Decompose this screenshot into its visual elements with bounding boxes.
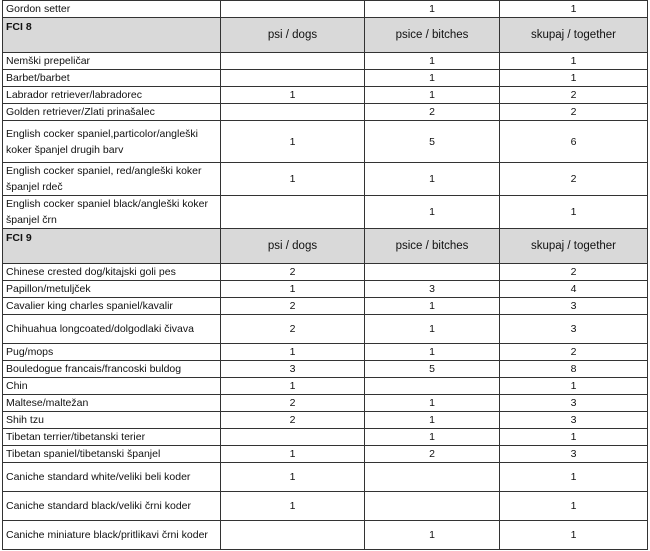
breed-name-cell: English cocker spaniel black/angleški koker španjel črn xyxy=(3,196,221,229)
bitches-count-cell: 2 xyxy=(365,104,500,121)
bitches-count-cell: 1 xyxy=(365,298,500,315)
breed-name-cell: English cocker spaniel, red/angleški koker španjel rdeč xyxy=(3,163,221,196)
column-header-together: skupaj / together xyxy=(500,229,648,264)
dogs-count-cell xyxy=(221,196,365,229)
bitches-count-cell: 1 xyxy=(365,163,500,196)
table-row xyxy=(3,412,648,429)
together-count-cell: 6 xyxy=(500,121,648,163)
section-group-label: FCI 9 xyxy=(3,229,221,264)
together-count-cell: 3 xyxy=(500,395,648,412)
together-count-cell: 1 xyxy=(500,521,648,550)
dogs-count-cell: 2 xyxy=(221,395,365,412)
dogs-count-cell xyxy=(221,429,365,446)
table-row xyxy=(3,281,648,298)
table-row xyxy=(3,1,648,18)
table-row xyxy=(3,463,648,492)
breed-name-cell: Nemški prepeličar xyxy=(3,53,221,70)
breed-name-cell: Caniche standard white/veliki beli koder xyxy=(3,463,221,492)
dogs-count-cell: 1 xyxy=(221,446,365,463)
breed-name-cell: Barbet/barbet xyxy=(3,70,221,87)
bitches-count-cell xyxy=(365,492,500,521)
table-row xyxy=(3,104,648,121)
bitches-count-cell: 1 xyxy=(365,315,500,344)
together-count-cell: 1 xyxy=(500,70,648,87)
table-row xyxy=(3,429,648,446)
table-row xyxy=(3,344,648,361)
together-count-cell: 2 xyxy=(500,264,648,281)
together-count-cell: 1 xyxy=(500,196,648,229)
bitches-count-cell: 1 xyxy=(365,87,500,104)
dogs-count-cell xyxy=(221,104,365,121)
dogs-count-cell: 2 xyxy=(221,412,365,429)
breed-name-cell: Golden retriever/Zlati prinašalec xyxy=(3,104,221,121)
bitches-count-cell: 2 xyxy=(365,446,500,463)
table-row xyxy=(3,378,648,395)
table-row xyxy=(3,298,648,315)
breed-name-cell: Chin xyxy=(3,378,221,395)
together-count-cell: 3 xyxy=(500,298,648,315)
bitches-count-cell: 1 xyxy=(365,70,500,87)
column-header-dogs: psi / dogs xyxy=(221,18,365,53)
column-header-bitches: psice / bitches xyxy=(365,18,500,53)
together-count-cell: 1 xyxy=(500,429,648,446)
section-header-row xyxy=(3,229,648,264)
bitches-count-cell: 5 xyxy=(365,121,500,163)
dogs-count-cell: 1 xyxy=(221,344,365,361)
dogs-count-cell xyxy=(221,70,365,87)
together-count-cell: 1 xyxy=(500,378,648,395)
breed-name-cell: Caniche miniature black/pritlikavi črni koder xyxy=(3,521,221,550)
bitches-count-cell: 1 xyxy=(365,53,500,70)
table-row xyxy=(3,70,648,87)
dogs-count-cell: 2 xyxy=(221,298,365,315)
breed-name-cell: Tibetan terrier/tibetanski terier xyxy=(3,429,221,446)
table-row xyxy=(3,395,648,412)
table-row xyxy=(3,196,648,229)
table-row xyxy=(3,361,648,378)
bitches-count-cell xyxy=(365,463,500,492)
table-row xyxy=(3,121,648,163)
bitches-count-cell: 5 xyxy=(365,361,500,378)
table-row xyxy=(3,87,648,104)
section-header-row xyxy=(3,18,648,53)
table-row xyxy=(3,492,648,521)
dogs-count-cell: 3 xyxy=(221,361,365,378)
together-count-cell: 2 xyxy=(500,87,648,104)
together-count-cell: 8 xyxy=(500,361,648,378)
bitches-count-cell: 1 xyxy=(365,1,500,18)
together-count-cell: 2 xyxy=(500,163,648,196)
together-count-cell: 2 xyxy=(500,344,648,361)
dogs-count-cell xyxy=(221,53,365,70)
bitches-count-cell xyxy=(365,378,500,395)
together-count-cell: 3 xyxy=(500,446,648,463)
breed-name-cell: Tibetan spaniel/tibetanski španjel xyxy=(3,446,221,463)
dogs-count-cell: 2 xyxy=(221,264,365,281)
together-count-cell: 4 xyxy=(500,281,648,298)
together-count-cell: 1 xyxy=(500,1,648,18)
dogs-count-cell xyxy=(221,521,365,550)
bitches-count-cell: 1 xyxy=(365,429,500,446)
breed-name-cell: Papillon/metuljček xyxy=(3,281,221,298)
together-count-cell: 1 xyxy=(500,53,648,70)
dogs-count-cell: 1 xyxy=(221,492,365,521)
breed-name-cell: English cocker spaniel,particolor/angleški koker španjel drugih barv xyxy=(3,121,221,163)
bitches-count-cell: 1 xyxy=(365,395,500,412)
breed-name-cell: Pug/mops xyxy=(3,344,221,361)
together-count-cell: 3 xyxy=(500,315,648,344)
bitches-count-cell: 1 xyxy=(365,412,500,429)
dogs-count-cell: 1 xyxy=(221,463,365,492)
together-count-cell: 1 xyxy=(500,463,648,492)
breed-name-cell: Gordon setter xyxy=(3,1,221,18)
table-row xyxy=(3,315,648,344)
table-row xyxy=(3,446,648,463)
breed-name-cell: Maltese/maltežan xyxy=(3,395,221,412)
breed-name-cell: Bouledogue francais/francoski buldog xyxy=(3,361,221,378)
bitches-count-cell: 1 xyxy=(365,344,500,361)
table-row xyxy=(3,521,648,550)
column-header-bitches: psice / bitches xyxy=(365,229,500,264)
breed-name-cell: Chinese crested dog/kitajski goli pes xyxy=(3,264,221,281)
bitches-count-cell: 3 xyxy=(365,281,500,298)
column-header-dogs: psi / dogs xyxy=(221,229,365,264)
dogs-count-cell: 1 xyxy=(221,121,365,163)
breed-name-cell: Cavalier king charles spaniel/kavalir xyxy=(3,298,221,315)
bitches-count-cell xyxy=(365,264,500,281)
breed-name-cell: Shih tzu xyxy=(3,412,221,429)
dogs-count-cell: 2 xyxy=(221,315,365,344)
together-count-cell: 1 xyxy=(500,492,648,521)
together-count-cell: 3 xyxy=(500,412,648,429)
together-count-cell: 2 xyxy=(500,104,648,121)
dogs-count-cell: 1 xyxy=(221,378,365,395)
dogs-count-cell: 1 xyxy=(221,281,365,298)
dogs-count-cell: 1 xyxy=(221,163,365,196)
breed-name-cell: Chihuahua longcoated/dolgodlaki čivava xyxy=(3,315,221,344)
dogs-count-cell xyxy=(221,1,365,18)
breed-name-cell: Labrador retriever/labradorec xyxy=(3,87,221,104)
column-header-together: skupaj / together xyxy=(500,18,648,53)
table-row xyxy=(3,53,648,70)
breed-name-cell: Caniche standard black/veliki črni koder xyxy=(3,492,221,521)
bitches-count-cell: 1 xyxy=(365,196,500,229)
table-row xyxy=(3,264,648,281)
table-body xyxy=(3,1,648,550)
section-group-label: FCI 8 xyxy=(3,18,221,53)
bitches-count-cell: 1 xyxy=(365,521,500,550)
dogs-count-cell: 1 xyxy=(221,87,365,104)
dog-entries-table xyxy=(2,0,648,550)
table-row xyxy=(3,163,648,196)
